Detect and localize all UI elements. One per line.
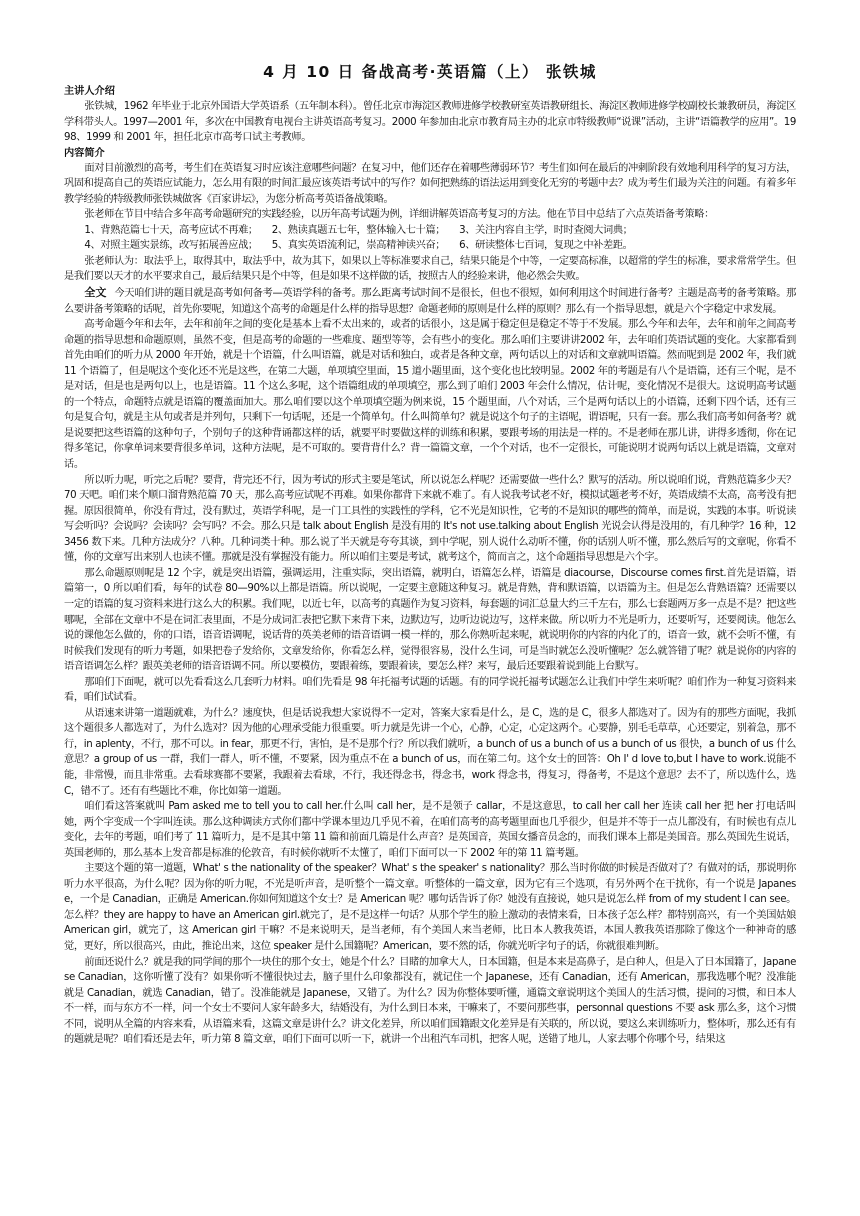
content-intro-paragraph: 面对目前激烈的高考，考生们在英语复习时应该注意哪些问题？在复习中，他们还存在着哪些薄弱环节？考生们如何在最后的冲刺阶段有效地利用科学的复习方法，巩固和提高自己的英语应试能力，怎么用有限的时间汇最应该英语考试中的写作？如何把熟练的语法运用到变化无穷的考题中去？成为考生们最为关注的问题。有着多年教学经验的特级教师张铁城做客《百家讲坛》，为您分析高考英语备战策略。 bbox=[64, 162, 796, 205]
full-text-paragraph: 那咱们下面呢，就可以先看看这么几套听力材料。咱们先看是 98 年托福考试题的话题。有的同学说托福考试题怎么让我们中学生来听呢？咱们作为一种复习资料来看，咱们试试看。 bbox=[64, 676, 796, 704]
strategy-item: 3、关注内容自主学，时时查阅大词典； bbox=[459, 224, 633, 236]
strategy-item: 1、背熟范篇七十天，高考应试不再难； bbox=[84, 224, 258, 236]
full-text-paragraph: 前面还说什么？就是我的同学间的那个一块住的那个女士，她是个什么？目睹的加拿大人，日本国籍，但是本来是高鼻子，是白种人，但是入了日本国籍了，Japanese Canadian，这你听懂了没有？如果你听不懂很快过去，脑子里什么印象都没有，就记住一个 Japanese，还有 Canadian，还有 American，那我选哪个呢？没准能就是 Canadian，就选 Canadian，错了。没准能就是 Japanese，又错了。为什么？因为你整体要听懂，通篇文章说明这个美国人的生活习惯，提问的习惯，和日本人不一样，而与东方不一样，问一个女士不要问人家年龄多大，结婚没有，为什么到日本来，干嘛来了，不要问那些事，personnal questions 不要 ask 那么多，这个习惯不同，说明从全篇的内容来看，从语篇来看，这篇文章是讲什么？讲文化差异，所以咱们国籍跟文化差异是有关联的，所以说，要这么来训练听力，整体听，那么还有有的题就是呢？咱们看还是去年，听力第 8 篇文章，咱们下面可以听一下，就讲一个出租汽车司机，把客人呢，送错了地儿，人家去哪个你哪个号，结果这 bbox=[64, 956, 796, 1046]
page-title: 4 月 10 日 备战高考·英语篇（上） 张铁城 bbox=[263, 63, 597, 81]
speaker-intro-heading: 主讲人介绍 bbox=[64, 86, 115, 97]
speaker-intro-text: 张铁城，1962 年毕业于北京外国语大学英语系（五年制本科）。曾任北京市海淀区教师进修学校教研室英语教研组长、海淀区教师进修学校副校长兼教研员，海淀区学科带头人。1997—2001 年，多次在中国教育电视台主讲英语高考复习。2000 年参加由北京市教育局主办的北京市特级教师“说课”活动，主讲“语篇教学的应用”。1998、1999 和 2001 年，担任北京市高考口试主考教师。 bbox=[64, 101, 796, 144]
strategy-row bbox=[64, 238, 796, 254]
strategy-item: 6、研读整体七百词，复现之中补差距。 bbox=[459, 240, 633, 252]
full-text-content: 今天咱们讲的题目就是高考如何备考—英语学科的备考。那么距离考试时间不是很长，但也不很短，如何利用这个时间进行备考？主题是高考的备考策略。那么要讲备考策略的话呢，首先你要呢，知道这个高考的命题是什么样的指导思想？命题老师的原则是什么样的原则？那么有一个指导思想，就是六个字稳定中求发展。 bbox=[64, 288, 796, 315]
strategy-item: 2、熟读真题五七年，整体输入七十篇； bbox=[271, 224, 446, 236]
content-intro-paragraph: 张老师在节目中结合多年高考命题研究的实践经验，以历年高考试题为例，详细讲解英语高考复习的方法。他在节目中总结了六点英语备考策略： bbox=[84, 209, 714, 221]
full-text-heading: 全文 bbox=[84, 286, 107, 300]
strategy-item: 4、对照主题实景练，改写拓展善应战； bbox=[84, 240, 258, 252]
strategy-item: 5、真实英语流利记，崇高精神读兴奋； bbox=[271, 240, 446, 252]
strategy-row bbox=[64, 223, 796, 239]
full-text-paragraph: 主要这个题的第一道题，What' s the nationality of the speaker？What' s the speaker' s nationality？那么当时你做的时候是否做对了？有做对的话，那说明你听力水平很高，为什么呢？因为你的听力呢，不光是听声音，是听整个一篇文章。听整体的一篇文章，因为它有三个选项，有另外两个在干扰你，有一个说是 Japanese，一个是 Canadian，正确是 American.你如何知道这个女士？是 American 呢？哪句话告诉了你？她没有直接说，她只是说怎么样 from of my student I can see。怎么样？they are happy to have an American girl.就完了，是不是这样一句话？从那个学生的脸上激动的表情来看，日本孩子怎么样？都特别高兴，有一个美国姑娘 American girl，就完了，这 American girl 干嘛？不是来说明天，是当老师，有个美国人来当老师，比日本人教我英语，本国人教我英语那除了像这个一种神奇的感觉，更好，所以很高兴，由此，推论出来，这位 speaker 是什么国籍呢？American，要不然的话，你就光听字句子的话，你就很难判断。 bbox=[64, 863, 796, 952]
full-text-paragraph: 高考命题今年和去年，去年和前年之间的变化是基本上看不太出来的，或者的话很小，这是属于稳定但是稳定不等于不发展。那么今年和去年，去年和前年之间高考命题的指导思想和命题原则，虽然不变，但是高考的命题的一些难度、题型等等，会有些小的变化。那么咱们主要讲讲2002 年，去年咱们英语试题的变化。大家都看到首先由咱们的听力从 2000 年开始，就是十个语篇，什么叫语篇，就是对话和独白，或者是各种文章，两句话以上的对话和文章就叫语篇。然而呢到是 2002 年，我们就 11 个语篇了，但是呢这个变化还不光是这些，在第二大题，单项填空里面，15 道小题里面，这个变化也比较明显。2002 年的考题是有八个是语篇，还有三个呢，是不是对话，但是也是两句以上，也是语篇。11 个这么多呢，这个语篇组成的单项填空，那么到了咱们 2003 年会什么情况，估计呢，变化情况不是很大。这说明高考试题的一个特点，命题特点就是语篇的覆盖面加大。那么咱们要以这个单项填空题为例来说，15 个题里面，八个对话，三个是两句话以上的小语篇，还剩下四个话，还有三句是复合句，就是主从句或者是并列句，只剩下一句话呢，还是一个简单句。什么叫简单句？就是说这个句子的主语呢，谓语呢，只有一套。那么我们高考如何备考？就是说要把这些语篇的这种句子，个别句子的这种背诵都这样的话，就要平时要做这样的训练和积累，要跟考场的用法是一样的。不是老师在那儿讲，讲得多透彻，你在记得多笔记，你拿单词来要背很多单词，这种方法呢，是不可取的。要背背什么？背一篇篇文章，一个个对话，也不一定很长，可能说明才说两句话以上就是语篇，文章对话。 bbox=[64, 319, 796, 471]
full-text-paragraph: 那么命题原则呢是 12 个字，就是突出语篇，强调运用，注重实际，突出语篇，就明白，语篇怎么样，语篇是 diacourse，Discourse comes first.首先是语篇，语篇第一，0 所以咱们看，每年的试卷 80—90%以上都是语篇。所以说呢，一定要主意随这种复习。就是背熟，背和默语篇，以语篇为主。但是怎么背熟语篇？还需要以一定的语篇的复习资料来进行这么大的积累。我们呢，以近七年，以高考的真题作为复习资料，每套题的词汇总量大约三千左右，那么七套题两万多一点是不是？把这些哪呢，全部在文章中不是在词汇表里面，不是分成词汇表把它默下来背下来，边默边写，边听边说边写，这样来做。所以听力不光是听力，还要听写，还要阅读。他怎么说的课他怎么做的，你的口语，语音语调呢，说话背的英美老师的语音语调一模一样的，那么你熟听起来呢，就说明你的内容的内化了的，语音一致，就不会听不懂，有时候我们发现有的听力考题，如果把卷子发给你，文章发给你，你看怎么样，觉得很容易，没什么生词，可是当时就怎么没听懂呢？怎么就答错了呢？就是说你的内容的语音语调怎么样？跟英美老师的语音语调不同。所以要模仿，要跟着练，要跟着读，要怎么样？来写，最后还要跟着说到能上台默写。 bbox=[64, 567, 796, 673]
full-text-paragraph bbox=[64, 285, 796, 317]
content-intro-paragraph: 张老师认为：取法乎上，取得其中，取法乎中，故为其下，如果以上等标准要求自己，结果只能是个中等，一定要高标准，以超常的学生的标准，要求常常学生。但是我们要以天才的水平要求自己，最后结果只是个中等，但是如果不这样做的话，按照古人的经验来讲，他必然会失败。 bbox=[64, 255, 796, 283]
document-page bbox=[64, 62, 796, 1202]
full-text-paragraph: 咱们看这答案就叫 Pam asked me to tell you to call her.什么叫 call her，是不是领子 callar，不是这意思，to call her call her 连读 call her 把 her 打电话叫她，两个字变成一个字叫连读。那么这种调读方式你们都中学课本里边几乎见不着，在咱们高考的高考题里面也几乎很少，但是并不等于一点儿都没有，有时候也有点儿变化，去年的考题，咱们考了 11 篇听力，是不是其中第 11 篇和前面几篇是什么声音？是英国音，英国女播音员念的，而我们课本上都是美国音。那么英国先生说话，英国老师的，那么基本上发音都是标准的伦敦音，有时候你就听不太懂了，咱们下面可以一下 2002 年的第 11 篇考题。 bbox=[64, 801, 796, 859]
full-text-paragraph: 从语速来讲第一道题就难，为什么？速度快，但是话说我想大家说得不一定对，答案大家看是什么，是 C，选的是 C，很多人都选对了。因为有的那些方面呢，我抓这个题很多人都选对了，为什么选对？因为他的心理承受能力很重要。听力就是先讲一个心，心静，心定，心定这两个。心要静，别毛毛草草，心还要定，别着急，那不行，in aplenty，不行，那不可以。in fear，那更不行，害怕，是不是那个行？所以我们就听，a bunch of us a bunch of us a bunch of us 很快，a bunch of us 什么意思？a group of us 一群，我们一群人，听不懂，不要紧，因为重点不在 a bunch of us，而在第二句。这个女士的回答：Oh I' d love to,but I have to work.说能不能，非常慢，而且非常重。去看球赛都不要紧，我跟着去看球，不行，我还得念书，得念书，work 得念书，得复习，得备考，不是这个意思？去不了，所以选什么，选 C，错不了。还有有些题比不难，你比如第一道题。 bbox=[64, 707, 796, 797]
full-text-paragraph: 所以听力呢，听完之后呢？要背，背完还不行，因为考试的形式主要是笔试，所以说怎么样呢？还需要做一些什么？默写的活动。所以说咱们说，背熟范篇多少天？70 天吧。咱们来个顺口溜背熟范篇 70 天，那么高考应试呢不再难。如果你都背下来就不难了。有人说我考试老不好，模拟试题老考不好，英语成绩不太高，高考没有把握。原因很简单，你没有背过，没有默过，英语学科呢，是一门工具性的实践性的学科，它不光是知识性，它考的不是知识的哪些的简单，而是说，实践的本事。听说读写会听吗？会说吗？会读吗？会写吗？不会。那么只是 talk about English 是没有用的 It's not use.talking about English 光说会认得是没用的，有几种学？16 种，123456 数下来。几种方法成分？八种。几种词类十种。那么说了半天就是夸夸其谈，到中学呢，别人说什么动听不懂，你的话别人听不懂，那么然后写的文章呢，你看不懂，你的文章写出来别人也读不懂。那就是没有掌握没有能力。所以咱们主要是考试，就考这个，简而言之，这个命题指导思想是六个字。 bbox=[64, 474, 796, 564]
content-intro-heading: 内容简介 bbox=[64, 147, 105, 159]
